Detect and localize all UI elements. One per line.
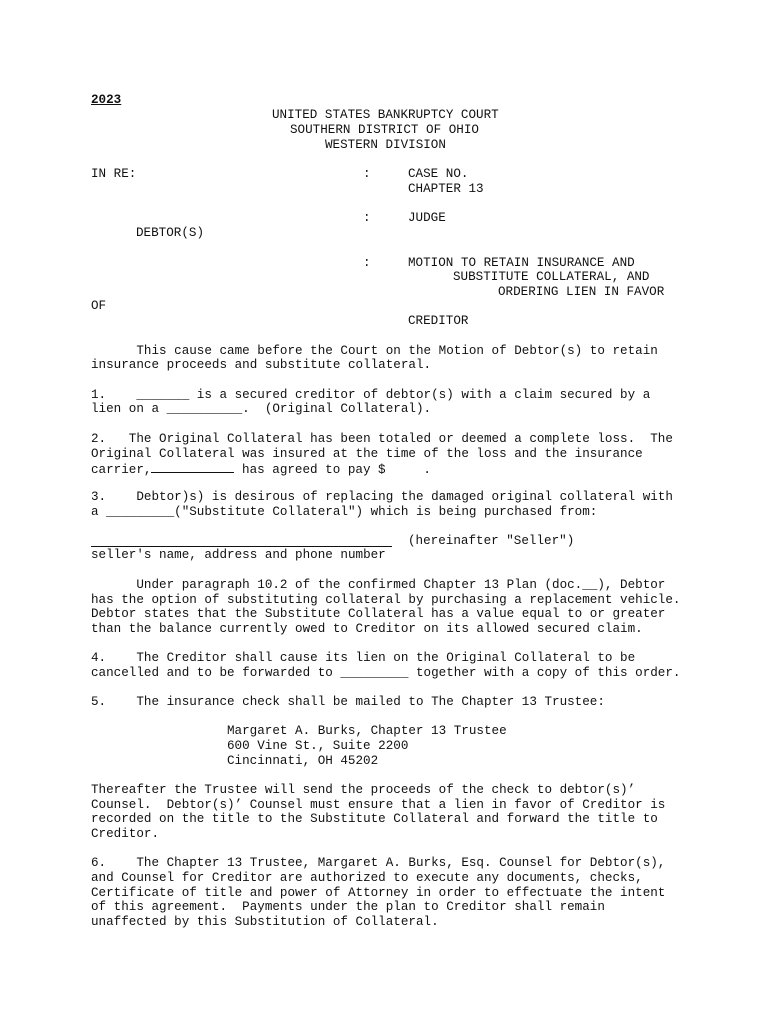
thereafter-paragraph-line: Thereafter the Trustee will send the proceeds of the check to debtor(s)’ [91,783,636,797]
carrier-blank [151,461,234,473]
paragraph-1-line: lien on a __________. (Original Collateral). [91,402,432,416]
court-district: SOUTHERN DISTRICT OF OHIO [290,123,479,137]
trustee-city: Cincinnati, OH 45202 [227,754,379,768]
paragraph-3-line: 3. Debtor)s) is desirous of replacing the damaged original collateral with [91,490,673,504]
debtors-label: DEBTOR(S) [136,226,205,240]
paragraph-3-line: a _________("Substitute Collateral") which is being purchased from: [91,505,598,519]
seller-signature-line [91,546,392,547]
paragraph-6-line: 6. The Chapter 13 Trustee, Margaret A. Burks, Esq. Counsel for Debtor(s), [91,856,666,870]
paragraph-6-line: of this agreement. Payments under the plan to Creditor shall remain [91,900,605,914]
trustee-street: 600 Vine St., Suite 2200 [227,739,409,753]
caption-colon: : [363,256,371,270]
chapter-label: CHAPTER 13 [408,182,484,196]
motion-title-line: MOTION TO RETAIN INSURANCE AND [408,256,635,270]
paragraph-1-line: 1. _______ is a secured creditor of debtor(s) with a claim secured by a [91,388,651,402]
paragraph-5-line: 5. The insurance check shall be mailed to The Chapter 13 Trustee: [91,695,605,709]
paragraph-4-line: cancelled and to be forwarded to _________ together with a copy of this order. [91,666,681,680]
creditor-label: CREDITOR [408,314,469,328]
paragraph-4-line: 4. The Creditor shall cause its lien on the Original Collateral to be [91,651,636,665]
plan-paragraph-line: has the option of substituting collateral by purchasing a replacement vehicle. [91,593,681,607]
plan-paragraph-line: Under paragraph 10.2 of the confirmed Chapter 13 Plan (doc.__), Debtor [91,578,666,592]
judge-label: JUDGE [408,211,446,225]
plan-paragraph-line: than the balance currently owed to Creditor on its allowed secured claim. [91,622,643,636]
plan-paragraph-line: Debtor states that the Substitute Collateral has a value equal to or greater [91,607,666,621]
caption-colon: : [363,167,371,181]
thereafter-paragraph-line: recorded on the title to the Substitute Collateral and forward the title to [91,812,658,826]
paragraph-2-line: Original Collateral was insured at the time of the loss and the insurance [91,447,643,461]
carrier-label: carrier, [91,463,152,477]
seller-hereinafter: (hereinafter "Seller") [408,534,575,548]
paragraph-6-line: Certificate of title and power of Attorney in order to effectuate the intent [91,886,666,900]
paragraph-6-line: and Counsel for Creditor are authorized to execute any documents, checks, [91,871,643,885]
case-number-label: CASE NO. [408,167,469,181]
thereafter-paragraph-line: Creditor. [91,827,160,841]
seller-caption: seller's name, address and phone number [91,548,386,562]
of-label: OF [91,299,107,313]
trustee-name: Margaret A. Burks, Chapter 13 Trustee [227,724,507,738]
paragraph-6-line: unaffected by this Substitution of Collateral. [91,915,439,929]
agreed-to-pay-text: has agreed to pay $ . [234,463,431,477]
year-heading: 2023 [91,93,122,107]
court-name: UNITED STATES BANKRUPTCY COURT [272,108,499,122]
court-division: WESTERN DIVISION [325,138,446,152]
paragraph-2-line: 2. The Original Collateral has been totaled or deemed a complete loss. The [91,432,673,446]
thereafter-paragraph-line: Counsel. Debtor(s)’ Counsel must ensure that a lien in favor of Creditor is [91,798,666,812]
motion-title-line: SUBSTITUTE COLLATERAL, AND [453,270,650,284]
paragraph-2-line [91,461,431,478]
in-re-label: IN RE: [91,167,137,181]
intro-paragraph-line: This cause came before the Court on the Motion of Debtor(s) to retain [91,344,658,358]
motion-title-line: ORDERING LIEN IN FAVOR [498,285,665,299]
caption-colon: : [363,211,371,225]
intro-paragraph-line: insurance proceeds and substitute collateral. [91,358,432,372]
